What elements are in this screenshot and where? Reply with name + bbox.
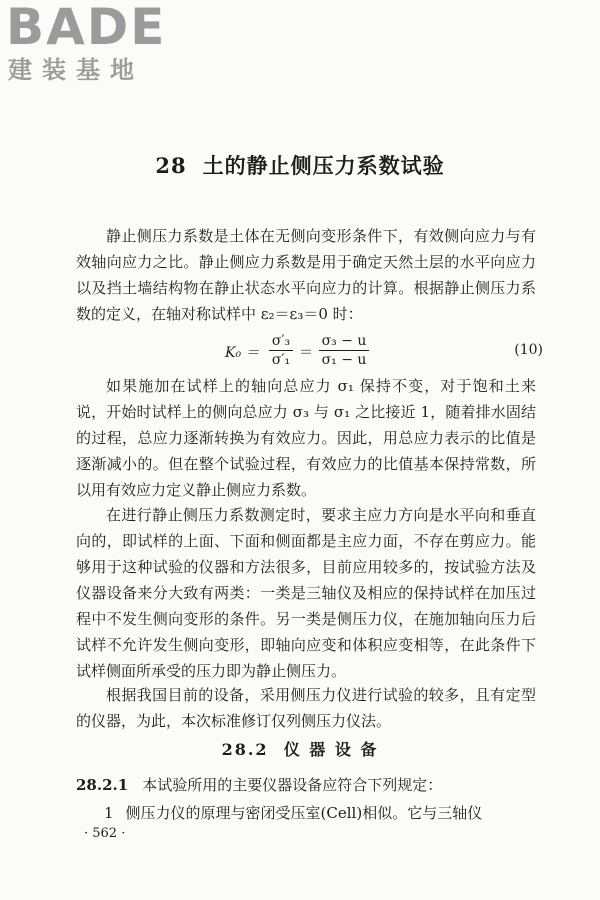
clause-28-2-1: [76, 772, 536, 798]
formula-lhs: K₀ ＝: [225, 345, 260, 361]
brand-logo: [6, 2, 176, 88]
chapter-title: [0, 150, 600, 180]
paragraph-stress-ratio: 如果施加在试样上的轴向总应力 σ₁ 保持不变，对于饱和土来说，开始时试样上的侧向总应力 σ₃ 与 σ₁ 之比接近 1，随着排水固结的过程，总应力逐渐转换为有效应力。因此，用总应力表示的比值是逐渐减小的。但在整个试验过程，有效应力的比值基本保持常数，所以用有效应力定义静止侧应力系数。: [76, 377, 536, 499]
chapter-title-text: 土的静止侧压力系数试验: [202, 153, 445, 178]
logo-subtitle: 建装基地: [8, 56, 144, 84]
paragraph-test-methods: 在进行静止侧压力系数测定时，要求主应力方向是水平向和垂直向的，即试样的上面、下面和侧面都是主应力面，不存在剪应力。能够用于这种试验的仪器和方法很多，目前应用较多的，按试验方法及仪器设备来分大致有两类：一类是三轴仪及相应的保持试样在加压过程中不发生侧向变形的条件。另一类是侧压力仪，在施加轴向压力后试样不允许发生侧向变形，即轴向应变和体积应变相等，在此条件下试样侧面所承受的压力即为静止侧压力。: [76, 506, 536, 680]
formula-denominator-effective: σ′₁: [271, 352, 291, 368]
formula-k0: [225, 333, 543, 369]
section-number: 28.2: [221, 740, 269, 759]
formula-equals: ＝: [299, 345, 313, 361]
equation-number: (10): [514, 342, 543, 358]
section-title: 仪 器 设 备: [283, 740, 379, 759]
logo-wordmark: BADE: [6, 0, 167, 56]
formula-numerator-effective: σ′₃: [271, 333, 291, 349]
page-number: · 562 ·: [84, 826, 126, 841]
item-text: 侧压力仪的原理与密闭受压室(Cell)相似。它与三轴仪: [125, 804, 483, 822]
clause-number: 28.2.1: [76, 776, 129, 794]
formula-fraction-effective: [269, 333, 293, 368]
formula-fraction-total: [319, 333, 369, 368]
clause-text: 本试验所用的主要仪器设备应符合下列规定：: [142, 776, 443, 794]
chapter-number: 28: [155, 153, 187, 178]
formula-denominator-total: σ₁ − u: [321, 352, 367, 368]
item-number: 1: [104, 804, 114, 822]
fraction-bar: [269, 350, 293, 351]
section-heading: [0, 737, 600, 760]
list-item: [104, 800, 540, 826]
paragraph-selected-method: 根据我国目前的设备，采用侧压力仪进行试验的较多，且有定型的仪器，为此，本次标准修订仅列侧压力仪法。: [76, 686, 536, 730]
formula-numerator-total: σ₃ − u: [321, 333, 367, 349]
fraction-bar: [319, 350, 369, 351]
paragraph-definition: 静止侧压力系数是土体在无侧向变形条件下，有效侧向应力与有效轴向应力之比。静止侧应力系数是用于确定天然土层的水平向应力以及挡土墙结构物在静止状态水平向应力的计算。根据静止侧压力系数的定义，在轴对称试样中 ε₂＝ε₃＝0 时：: [76, 227, 536, 323]
